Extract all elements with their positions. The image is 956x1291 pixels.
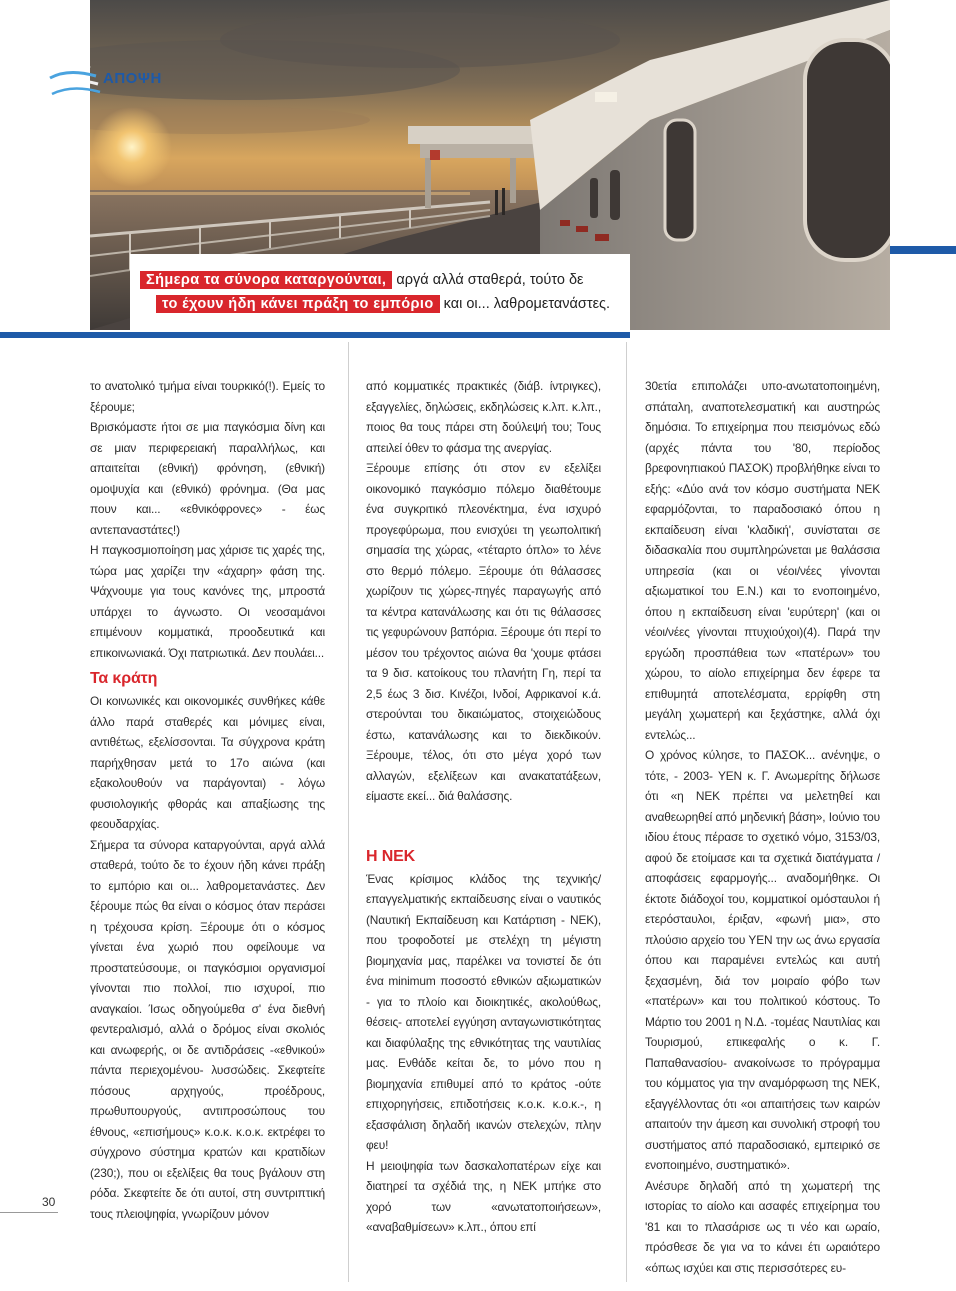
caption-text-2: και οι... λαθρομετανάστες. — [439, 296, 611, 312]
paragraph: Ξέρουμε επίσης ότι στον εν εξελίξει οικονομικό παγκόσμιο πόλεμο διαθέτουμε ένα συγκριτικό πλεονέκτημα, ένα ισχυρό προγεφύρωμα, που ενισχύει τη γεωπολιτική σημασία της χώρας, «τέταρτο όπλο» το λένε στο θερμό πόλεμο. Ξέρουμε ότι θάλασσες χωρίζουν τις χώρες-πηγές παραγωγής από τα κέντρα κατανάλωσης και ότι τις θάλασσες τις γεφυρώνουν βαπόρια. Ξέρουμε ότι περί το μέσον του τρέχοντος αιώνα θα 'χουμε φτάσει τα 9 δισ. κατοίκους του πλανήτη Γη, περί τα 2,5 έως 3 δισ. Κινέζοι, Ινδοί, Αφρικανοί κ.ά. στερούνται του δικαιώματος, στοιχειώδους έστω, κατανάλωσης και το διεκδικούν. Ξέρουμε, τέλος, ότι στο μέγα χορό των αλλαγών, εξελίξεων και ανακατατάξεων, είμαστε εκεί... διά θαλάσσης. — [366, 461, 601, 803]
caption-line-2 — [156, 294, 610, 314]
section-heading: Τα κράτη — [90, 670, 158, 687]
caption-text-1: αργά αλλά σταθερά, τούτο δε — [392, 272, 584, 288]
paragraph: 30ετία επιπολάζει υπο-ανωτατοποιημένη, σπάταλη, αναποτελεσματική και αυστηρώς δημόσια. Το επιχείρημα που πεισμόνως εδώ (αρχές πάντα του '80, περίοδος βρεφονηπιακού ΠΑΣΟΚ) προβλήθηκε είναι το εξής: «Δύο ανά τον κόσμο συστήματα ΝΕΚ εφαρμόζονται, το παραδοσιακό όπου η εκπαίδευση είναι 'κλαδική', συνίσταται σε διδασκαλία που συμπληρώνεται με θαλάσσια υπηρεσία (και οι νέοι/νέες γίνονται αξιωματικοί του Ε.Ν.) και το ενοποιημένο, όπου η εκπαίδευση είναι 'ευρύτερη' (και οι νέοι/νέες γίνονται πτυχιούχοι)(4). Παρά την εργώδη προσπάθεια των «πατέρων» του χώρου, το αίολο επιχείρημα δεν έφερε τα επιθυμητά αποτελέσματα, ερρίφθη στη μεγάλη χωματερή και ξεχάστηκε, αλλά όχι εντελώς... — [645, 379, 880, 742]
article-column-1 — [90, 376, 325, 1224]
paragraph: από κομματικές πρακτικές (διάβ. ίντριγκες), εξαγγελίες, δηλώσεις, εκδηλώσεις κ.λπ. κ.λπ., ποιος θα τους πάρει στη δούλεψή του; Τους απειλεί όθεν το φάσμα της ανεργίας. — [366, 379, 601, 455]
column-divider — [626, 342, 627, 1282]
section-label: ΑΠΟΨΗ — [103, 70, 162, 87]
column-divider — [348, 342, 349, 1282]
article-column-3 — [645, 376, 880, 1278]
paragraph: Ένας κρίσιμος κλάδος της τεχνικής/επαγγελματικής εκπαίδευσης είναι ο ναυτικός (Ναυτική Εκπαίδευση και Κατάρτιση - ΝΕΚ), που τροφοδοτεί με στελέχη τη μέγιστη βιομηχανία μας, παρέλκει να τονιστεί δε ότι ένα minimum ποσοστό εθνικών αξιωματικών - για το πλοίο και διοικητικές, ακολούθως, θέσεις- αποτελεί εγγύηση ανταγωνιστικότητας και διαφύλαξης της εθνικότητας της ναυτιλίας μας. Ενθάδε κείται δε, το μόνο που η βιομηχανία επιθυμεί από το κράτος -ούτε επιχορηγήσεις, επιδοτήσεις κ.ο.κ. κ.ο.κ.-, η εξασφάλιση δηλαδή ικανών στελεχών, πλην φευ! — [366, 871, 601, 1152]
page-number: 30 — [42, 1195, 56, 1209]
article-column-2 — [366, 376, 601, 1238]
section-heading: Η ΝΕΚ — [366, 847, 416, 865]
paragraph: Σήμερα τα σύνορα καταργούνται, αργά αλλά σταθερά, τούτο δε το έχουν ήδη κάνει πράξη το εμπόριο και οι... λαθρομετανάστες. Δεν ξέρουμε πώς θα είναι ο κόσμος όταν περάσει η τρέχουσα κρίση. Ξέρουμε ότι ο κόσμος γίνεται ένα χωριό που οφείλουμε να προστατεύσουμε, οι παγκόσμιοι οργανισμοί γίνονται πιο πολλοί, πιο ισχυροί, πιο αναγκαίοι. Ίσως οδηγούμεθα σ' ένα διεθνή φεντεραλισμό, αλλά ο δρόμος είναι σκολιός και ανωφερής, οι δε αντιδράσεις -«εθνικού» πάντα περιεχομένου- λυσσώδεις. Σκεφτείτε πόσους αρχηγούς, προέδρους, πρωθυπουργούς, αντιπροσώπους του έθνους, «επισήμους» κ.ο.κ. κ.ο.κ. εκτρέφει το σύγχρονο σύστημα κρατών και κρατιδίων (230;), που οι εξελίξεις θα τους βγάλουν στη ρόδα. Σκεφτείτε δε ότι αυτοί, στη συντριπτική τους πλειοψηφία, γνωρίζουν μόνον — [90, 837, 325, 1221]
caption-underline — [0, 332, 630, 338]
paragraph: Οι κοινωνικές και οικονομικές συνθήκες κάθε άλλο παρά σταθερές και μόνιμες είναι, αντιθέτως, εξελίσσονται. Τα σύγχρονα κράτη παρήχθησαν μετά το 17ο αιώνα (και εξακολουθούν να παράγονται) - λόγω φυσιολογικής φθοράς και απαξίωσης της φεουδαρχίας. — [90, 694, 325, 831]
caption-highlight-1: Σήμερα τα σύνορα καταργούνται, — [140, 271, 392, 289]
caption-highlight-2: το έχουν ήδη κάνει πράξη το εμπόριο — [156, 295, 440, 313]
paragraph: Βρισκόμαστε ήτοι σε μια παγκόσμια δίνη και σε μιαν περιφερειακή παραλλήλως, και απαιτείται (εθνική) φρόνηση, (εθνική) ομοψυχία και (εθνικό) φρόνημα. (Θα μας πουν και... «εθνικόφρονες» - έως αντεπαναστάτες!) — [90, 420, 325, 537]
paragraph: το ανατολικό τμήμα είναι τουρκικό(!). Εμείς το ξέρουμε; — [90, 379, 325, 414]
paragraph: Η μειοψηφία των δασκαλοπατέρων είχε και διατηρεί τα σχέδιά της, η ΝΕΚ μπήκε στο χορό των «ανωτατοποιήσεων», «αναβαθμίσεων» κ.λπ., όπου επί — [366, 1158, 601, 1234]
paragraph: Η παγκοσμιοποίηση μας χάρισε τις χαρές της, τώρα μας χαρίζει την «άχαρη» φάση της. Ψάχνουμε για τους κανόνες της, μπροστά υπάρχει το άγνωστο. Οι νεοσαμάνοι επιμένουν κομματικά, προοδευτικά και επικοινωνιακά. Όχι πατριωτικά. Δεν πουλάει... — [90, 543, 325, 660]
caption-line-1 — [140, 270, 584, 290]
paragraph: Ανέσυρε δηλαδή από τη χωματερή της ιστορίας το αίολο και ασαφές επιχείρημα του '81 και το πλασάρισε ως τι νέο και ωραίο, πρόσθεσε δε για να το κάνει έτι ωραιότερο «όπως ισχύει και στις περισσότερες ευ- — [645, 1178, 880, 1275]
page-number-rule — [0, 1212, 58, 1213]
caption-panel — [130, 254, 630, 338]
accent-band — [890, 246, 956, 254]
paragraph: Ο χρόνος κύλησε, το ΠΑΣΟΚ... ανένηψε, ο τότε, - 2003- ΥΕΝ κ. Γ. Ανωμερίτης δήλωσε ότι «η ΝΕΚ πρέπει να μελετηθεί και αναθεωρηθεί από μηδενική βάση», Ιούνιο του ιδίου έτους πέρασε το σχετικό νόμο, 3153/03, αφού δε ετοίμασε και τα σχετικά διατάγματα / αποφάσεις εφαρμογής... αναδομήθηκε. Οι έκτοτε διάδοχοί του, κομματικοί ομόσταυλοι ή ετερόσταυλοι, έριξαν, «φωνή μια», στο πλούσιο αρχείο του ΥΕΝ την ως άνω εργασία όπου και παραμένει εντελώς και αυτή ξεχασμένη, διά τον μοιραίο φόβο των «πατέρων» και του πολιτικού κόστους. Το Μάρτιο του 2001 η Ν.Δ. -τομέας Ναυτιλίας και Τουρισμού, επικεφαλής ο κ. Γ. Παπαθανασίου- ανακοίνωσε το πρόγραμμα του κόμματος για την αναμόρφωση της ΝΕΚ, εξαγγέλλοντας ότι «οι απαιτήσεις των καιρών απαιτούν την άμεση και συνολική στροφή του συστήματος από παραδοσιακό, εμπειρικό σε ενοποιημένο, συστηματικό». — [645, 748, 880, 1172]
